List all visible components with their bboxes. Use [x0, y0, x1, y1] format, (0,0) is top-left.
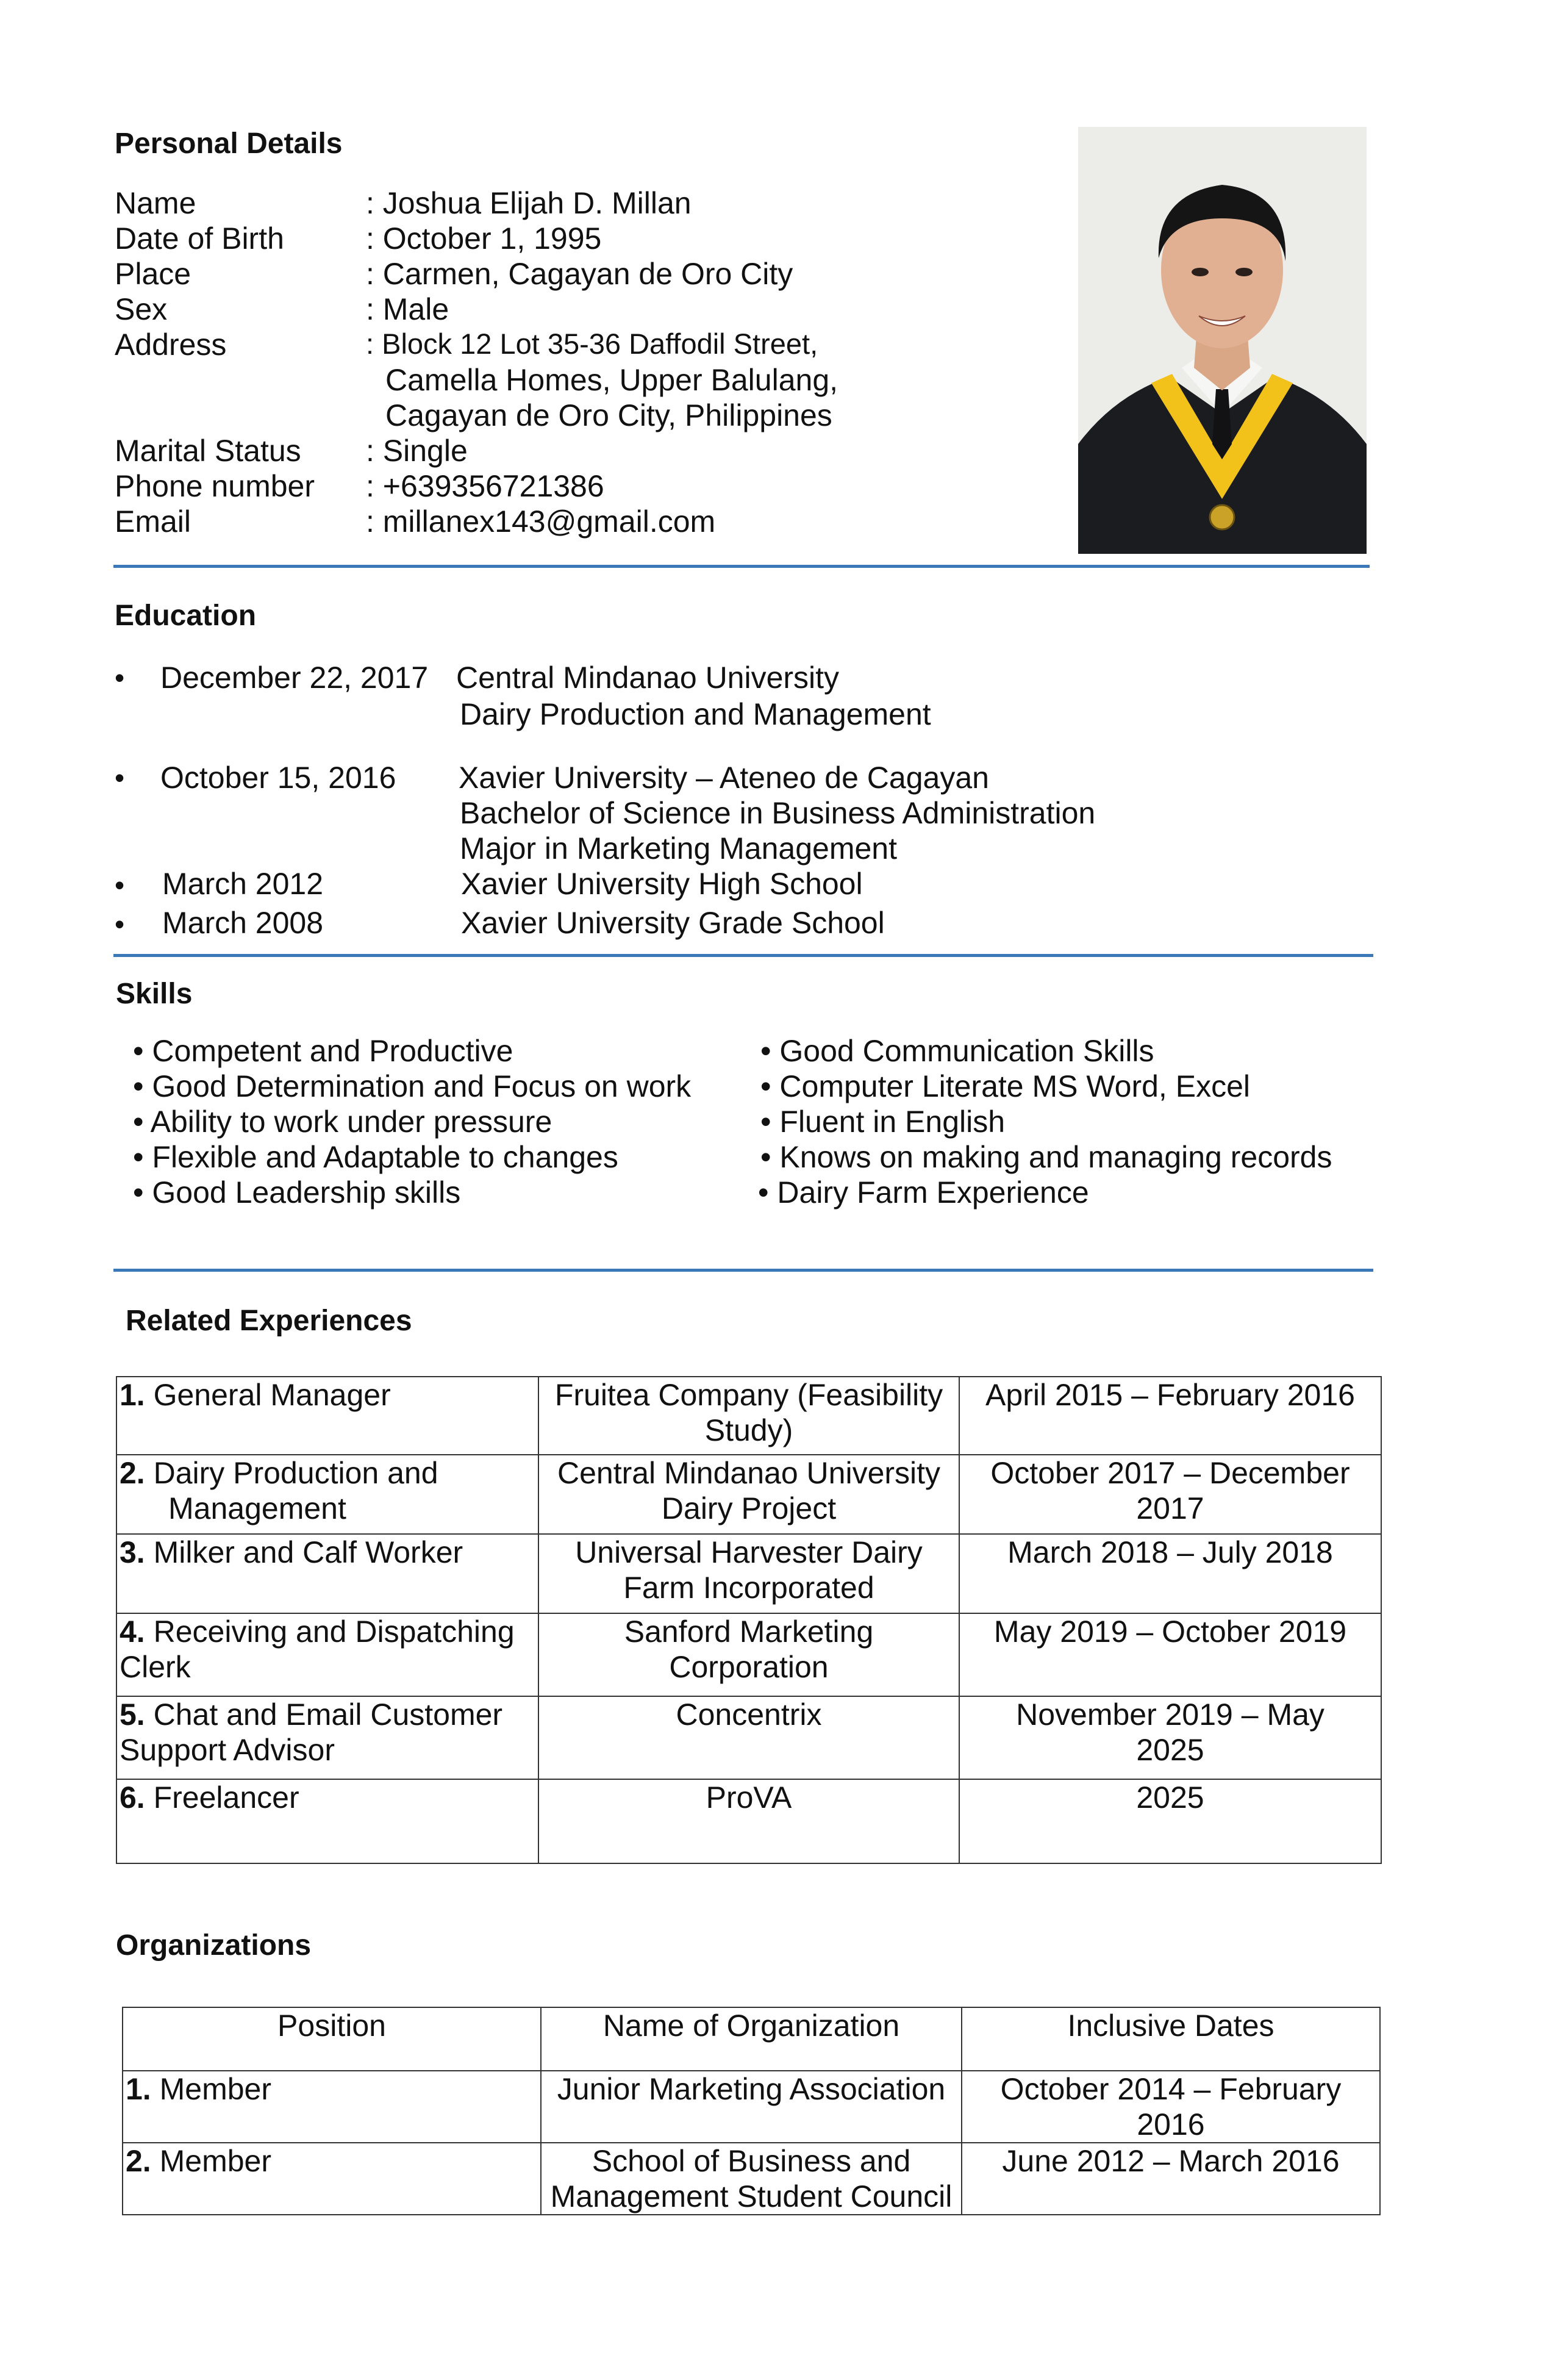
- education-heading: Education: [115, 600, 257, 632]
- name-value: : Joshua Elijah D. Millan: [366, 186, 692, 220]
- table-row: [116, 1455, 1381, 1534]
- table-row: [116, 1534, 1381, 1613]
- dates-text: 2016: [1137, 2107, 1205, 2142]
- dob-value: : October 1, 1995: [366, 221, 602, 256]
- table-row: [116, 1613, 1381, 1696]
- name-label: Name: [115, 186, 196, 220]
- dates-text: June 2012 – March 2016: [1002, 2144, 1340, 2178]
- company-text: Farm Incorporated: [623, 1571, 874, 1605]
- position-text: Support Advisor: [120, 1733, 335, 1767]
- skill-item: • Knows on making and managing records: [760, 1140, 1332, 1174]
- portrait-icon: [1078, 127, 1367, 554]
- dates-text: October 2014 – February: [1000, 2072, 1342, 2106]
- education-date-1: December 22, 2017: [160, 661, 429, 695]
- phone-value: : +639356721386: [366, 469, 604, 503]
- skill-item: • Good Determination and Focus on work: [133, 1069, 692, 1103]
- skill-item: • Computer Literate MS Word, Excel: [760, 1069, 1250, 1103]
- row-number: 3.: [120, 1535, 145, 1569]
- table-row: [116, 1377, 1381, 1455]
- skill-item: • Ability to work under pressure: [133, 1105, 552, 1139]
- column-header-dates: Inclusive Dates: [962, 2007, 1380, 2071]
- dates-text: October 2017 – December: [990, 1456, 1350, 1490]
- skill-item: • Flexible and Adaptable to changes: [133, 1140, 618, 1174]
- marital-status-label: Marital Status: [115, 434, 301, 468]
- bullet-icon: •: [115, 662, 125, 694]
- company-text: Dairy Project: [661, 1491, 837, 1525]
- skill-item: • Competent and Productive: [133, 1034, 513, 1068]
- address-line-3: Cagayan de Oro City, Philippines: [385, 398, 832, 432]
- table-row: [123, 2143, 1380, 2215]
- skill-item: • Good Leadership skills: [133, 1175, 461, 1210]
- education-school-1: Central Mindanao University: [456, 661, 840, 695]
- table-header-row: [123, 2007, 1380, 2071]
- dates-text: 2017: [1136, 1491, 1204, 1525]
- row-number: 1.: [126, 2072, 151, 2106]
- company-text: Sanford Marketing: [624, 1615, 874, 1649]
- skills-heading: Skills: [116, 978, 193, 1010]
- position-text: Dairy Production and: [153, 1456, 438, 1490]
- bullet-icon: •: [115, 869, 125, 901]
- education-date-3: March 2012: [162, 867, 324, 901]
- dates-text: May 2019 – October 2019: [993, 1615, 1347, 1649]
- phone-label: Phone number: [115, 469, 315, 503]
- position-text: Freelancer: [153, 1780, 299, 1815]
- company-text: Fruitea Company (Feasibility: [554, 1378, 943, 1412]
- skill-item: • Fluent in English: [760, 1105, 1006, 1139]
- table-row: [116, 1696, 1381, 1779]
- dates-text: April 2015 – February 2016: [985, 1378, 1355, 1412]
- education-program-1: Dairy Production and Management: [460, 697, 931, 731]
- address-value: : Block 12 Lot 35-36 Daffodil Street,: [366, 328, 818, 360]
- row-number: 2.: [126, 2144, 151, 2178]
- bullet-icon: •: [115, 762, 125, 794]
- position-text: Member: [159, 2144, 271, 2178]
- education-date-2: October 15, 2016: [160, 761, 396, 795]
- dates-text: 2025: [1136, 1780, 1204, 1815]
- divider-education: [113, 954, 1373, 957]
- email-label: Email: [115, 504, 191, 539]
- dates-text: 2025: [1136, 1733, 1204, 1767]
- divider-personal: [113, 565, 1370, 568]
- organizations-table: [122, 2007, 1381, 2215]
- personal-details-heading: Personal Details: [115, 127, 343, 160]
- education-school-2: Xavier University – Ateneo de Cagayan: [459, 761, 989, 795]
- row-number: 4.: [120, 1615, 145, 1649]
- organization-text: Junior Marketing Association: [557, 2072, 946, 2106]
- email-value: : millanex143@gmail.com: [366, 504, 716, 539]
- company-text: ProVA: [706, 1780, 792, 1815]
- column-header-organization: Name of Organization: [541, 2007, 962, 2071]
- dates-text: November 2019 – May: [1016, 1697, 1324, 1732]
- skill-item: • Good Communication Skills: [760, 1034, 1154, 1068]
- sex-value: : Male: [366, 292, 449, 326]
- address-label: Address: [115, 328, 227, 362]
- education-major-2: Major in Marketing Management: [460, 831, 897, 866]
- place-label: Place: [115, 257, 191, 291]
- education-program-2: Bachelor of Science in Business Administration: [460, 796, 1096, 830]
- dates-text: March 2018 – July 2018: [1007, 1535, 1333, 1569]
- place-value: : Carmen, Cagayan de Oro City: [366, 257, 793, 291]
- row-number: 1.: [120, 1378, 145, 1412]
- company-text: Universal Harvester Dairy: [575, 1535, 923, 1569]
- company-text: Corporation: [669, 1650, 829, 1684]
- position-text: General Manager: [153, 1378, 391, 1412]
- company-text: Concentrix: [676, 1697, 822, 1732]
- position-text: Receiving and Dispatching: [153, 1615, 515, 1649]
- experiences-table: [116, 1376, 1382, 1864]
- education-date-4: March 2008: [162, 906, 324, 940]
- position-text: Management: [168, 1491, 346, 1525]
- address-line-2: Camella Homes, Upper Balulang,: [385, 363, 838, 397]
- marital-status-value: : Single: [366, 434, 468, 468]
- position-text: Clerk: [120, 1650, 191, 1684]
- column-header-position: Position: [123, 2007, 541, 2071]
- position-text: Member: [159, 2072, 271, 2106]
- education-school-4: Xavier University Grade School: [461, 906, 885, 940]
- bullet-icon: •: [115, 908, 125, 940]
- row-number: 2.: [120, 1456, 145, 1490]
- row-number: 6.: [120, 1780, 145, 1815]
- divider-skills: [113, 1269, 1373, 1272]
- company-text: Study): [704, 1413, 793, 1447]
- table-row: [123, 2071, 1380, 2143]
- row-number: 5.: [120, 1697, 145, 1732]
- dob-label: Date of Birth: [115, 221, 284, 256]
- related-experiences-heading: Related Experiences: [126, 1305, 412, 1337]
- skill-item: • Dairy Farm Experience: [758, 1175, 1089, 1210]
- position-text: Milker and Calf Worker: [153, 1535, 463, 1569]
- education-school-3: Xavier University High School: [461, 867, 863, 901]
- company-text: Central Mindanao University: [557, 1456, 941, 1490]
- sex-label: Sex: [115, 292, 168, 326]
- position-text: Chat and Email Customer: [153, 1697, 503, 1732]
- organization-text: School of Business and: [592, 2144, 911, 2178]
- graduation-portrait-photo: [1078, 127, 1367, 554]
- organizations-heading: Organizations: [116, 1929, 312, 1962]
- table-row: [116, 1779, 1381, 1863]
- organization-text: Management Student Council: [550, 2179, 953, 2213]
